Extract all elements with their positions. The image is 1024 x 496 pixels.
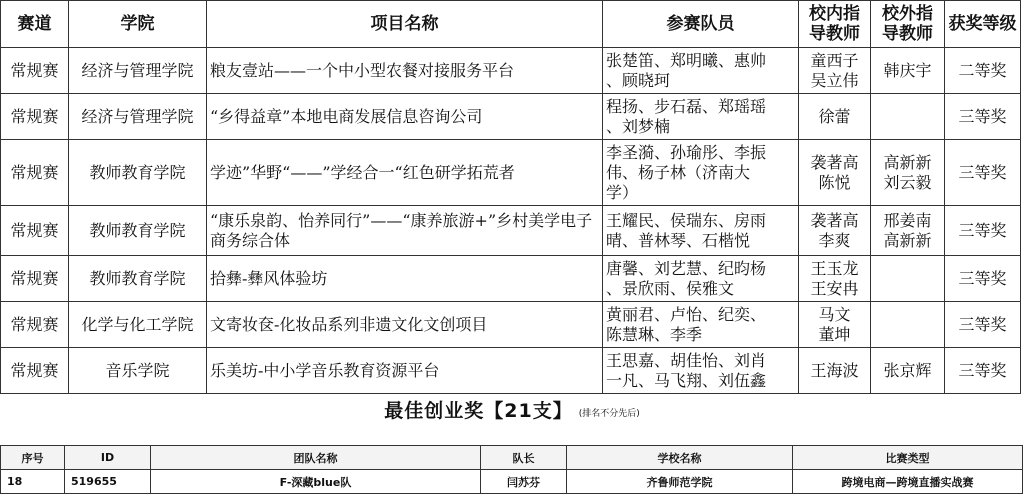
track-cell: 常规赛 (1, 256, 69, 302)
awards-header-row (1, 1, 1021, 48)
table-row (1, 302, 1021, 348)
header-captain: 队长 (481, 446, 567, 470)
seq-cell: 18 (1, 470, 65, 494)
table-row (1, 470, 1023, 494)
internal-advisor-cell-line: 王玉龙 (810, 258, 859, 278)
team-members-cell (603, 140, 799, 206)
project-name-cell: 文寄妆奁-化妆品系列非遗文化文创项目 (207, 302, 603, 348)
internal-advisor-cell-line: 王海波 (810, 360, 859, 380)
team-members-cell-line: 学） (606, 182, 639, 202)
award-level-cell: 三等奖 (945, 206, 1021, 256)
project-name-cell: “康乐泉韵、怡养同行”——“康养旅游+”乡村美学电子商务综合体 (207, 206, 603, 256)
internal-advisor-cell-line: 袭著高 (810, 152, 859, 172)
external-advisor-cell (871, 348, 945, 394)
header-seq: 序号 (1, 446, 65, 470)
table-row (1, 256, 1021, 302)
table-row (1, 348, 1021, 394)
college-cell: 化学与化工学院 (69, 302, 207, 348)
team-members-cell-line: 、景欣雨、侯雅文 (606, 278, 735, 298)
external-advisor-cell (871, 206, 945, 256)
header-award-level: 获奖等级 (945, 1, 1021, 48)
table-row (1, 206, 1021, 256)
table-row (1, 48, 1021, 94)
team-members-cell (603, 48, 799, 94)
section-heading (0, 396, 1024, 423)
project-name-cell: 拾彝-彝风体验坊 (207, 256, 603, 302)
award-level-cell: 三等奖 (945, 140, 1021, 206)
team-members-cell-line: 、顾晓珂 (606, 70, 671, 90)
team-members-cell-line: 张楚笛、郑明曦、惠帅 (606, 50, 767, 70)
project-name-cell: 学迹”华野“——”学经合一“红色研学拓荒者 (207, 140, 603, 206)
internal-advisor-cell-line: 陈悦 (818, 172, 851, 192)
header-id: ID (65, 446, 151, 470)
external-advisor-cell (871, 94, 945, 140)
college-cell: 教师教育学院 (69, 206, 207, 256)
team-members-cell-line: 李圣漪、孙瑜彤、李振 (606, 142, 767, 162)
external-advisor-cell-line: 刘云毅 (883, 172, 932, 192)
internal-advisor-cell-line: 袭著高 (810, 210, 859, 230)
external-advisor-cell (871, 256, 945, 302)
college-cell: 音乐学院 (69, 348, 207, 394)
internal-advisor-cell-line: 董坤 (818, 324, 851, 344)
project-name-cell: 粮友壹站——一个中小型农餐对接服务平台 (207, 48, 603, 94)
internal-advisor-cell-line: 王安冉 (810, 278, 859, 298)
internal-advisor-cell-line: 徐蕾 (818, 106, 851, 126)
external-advisor-cell-line: 高新新 (883, 230, 932, 250)
track-cell: 常规赛 (1, 302, 69, 348)
external-advisor-cell (871, 302, 945, 348)
header-project-name: 项目名称 (207, 1, 603, 48)
external-advisor-cell-line: 韩庆宇 (883, 60, 932, 80)
header-college: 学院 (69, 1, 207, 48)
header-track: 赛道 (1, 1, 69, 48)
team-members-cell-line: 晴、普林琴、石楷悦 (606, 230, 751, 250)
external-advisor-cell-line: 张京辉 (883, 360, 932, 380)
best-startup-header-row (1, 446, 1023, 470)
track-cell: 常规赛 (1, 206, 69, 256)
team-members-cell (603, 256, 799, 302)
track-cell: 常规赛 (1, 348, 69, 394)
external-advisor-cell-line: 高新新 (883, 152, 932, 172)
awards-body (1, 48, 1021, 394)
team-members-cell-line: 程扬、步石磊、郑瑶瑶 (606, 96, 767, 116)
team-name-cell: F-深藏blue队 (151, 470, 481, 494)
team-members-cell-line: 王耀民、侯瑞东、房雨 (606, 210, 767, 230)
team-members-cell-line: 唐馨、刘艺慧、纪昀杨 (606, 258, 767, 278)
header-external-advisor: 校外指导教师 (871, 1, 945, 48)
external-advisor-cell (871, 48, 945, 94)
header-internal-advisor: 校内指导教师 (799, 1, 871, 48)
project-name-cell: 乐美坊-中小学音乐教育资源平台 (207, 348, 603, 394)
header-school: 学校名称 (567, 446, 793, 470)
internal-advisor-cell (799, 48, 871, 94)
header-team-name: 团队名称 (151, 446, 481, 470)
internal-advisor-cell (799, 348, 871, 394)
team-members-cell-line: 伟、杨子林（济南大 (606, 162, 751, 182)
internal-advisor-cell (799, 140, 871, 206)
award-level-cell: 二等奖 (945, 48, 1021, 94)
college-cell: 经济与管理学院 (69, 94, 207, 140)
internal-advisor-cell (799, 94, 871, 140)
team-members-cell-line: 王思嘉、胡佳怡、刘肖 (606, 350, 767, 370)
track-cell: 常规赛 (1, 140, 69, 206)
team-members-cell (603, 206, 799, 256)
team-members-cell-line: 、刘梦楠 (606, 116, 671, 136)
college-cell: 教师教育学院 (69, 140, 207, 206)
project-name-cell: “乡得益章”本地电商发展信息咨询公司 (207, 94, 603, 140)
team-members-cell (603, 94, 799, 140)
internal-advisor-cell-line: 童西子 (810, 50, 859, 70)
award-level-cell: 三等奖 (945, 94, 1021, 140)
team-members-cell (603, 348, 799, 394)
team-members-cell-line: 黄丽君、卢怡、纪奕、 (606, 304, 767, 324)
track-cell: 常规赛 (1, 48, 69, 94)
section-note: (排名不分先后) (578, 409, 640, 419)
id-cell: 519655 (65, 470, 151, 494)
competition-type-cell: 跨境电商—跨境直播实战赛 (793, 470, 1023, 494)
best-startup-table (0, 445, 1023, 494)
internal-advisor-cell (799, 256, 871, 302)
internal-advisor-cell-line: 吴立伟 (810, 70, 859, 90)
school-cell: 齐鲁师范学院 (567, 470, 793, 494)
award-level-cell: 三等奖 (945, 348, 1021, 394)
award-level-cell: 三等奖 (945, 256, 1021, 302)
table-row (1, 94, 1021, 140)
internal-advisor-cell-line: 李爽 (818, 230, 851, 250)
award-level-cell: 三等奖 (945, 302, 1021, 348)
college-cell: 经济与管理学院 (69, 48, 207, 94)
external-advisor-cell-line: 邢姜南 (883, 210, 932, 230)
external-advisor-cell (871, 140, 945, 206)
team-members-cell (603, 302, 799, 348)
internal-advisor-cell-line: 马文 (818, 304, 851, 324)
team-members-cell-line: 陈慧琳、李季 (606, 324, 703, 344)
track-cell: 常规赛 (1, 94, 69, 140)
header-team-members: 参赛队员 (603, 1, 799, 48)
team-members-cell-line: 一凡、马飞翔、刘伍鑫 (606, 370, 767, 390)
header-competition-type: 比赛类型 (793, 446, 1023, 470)
college-cell: 教师教育学院 (69, 256, 207, 302)
internal-advisor-cell (799, 302, 871, 348)
table-row (1, 140, 1021, 206)
section-title: 最佳创业奖【21支】 (384, 400, 573, 422)
captain-cell: 闫苏芬 (481, 470, 567, 494)
internal-advisor-cell (799, 206, 871, 256)
